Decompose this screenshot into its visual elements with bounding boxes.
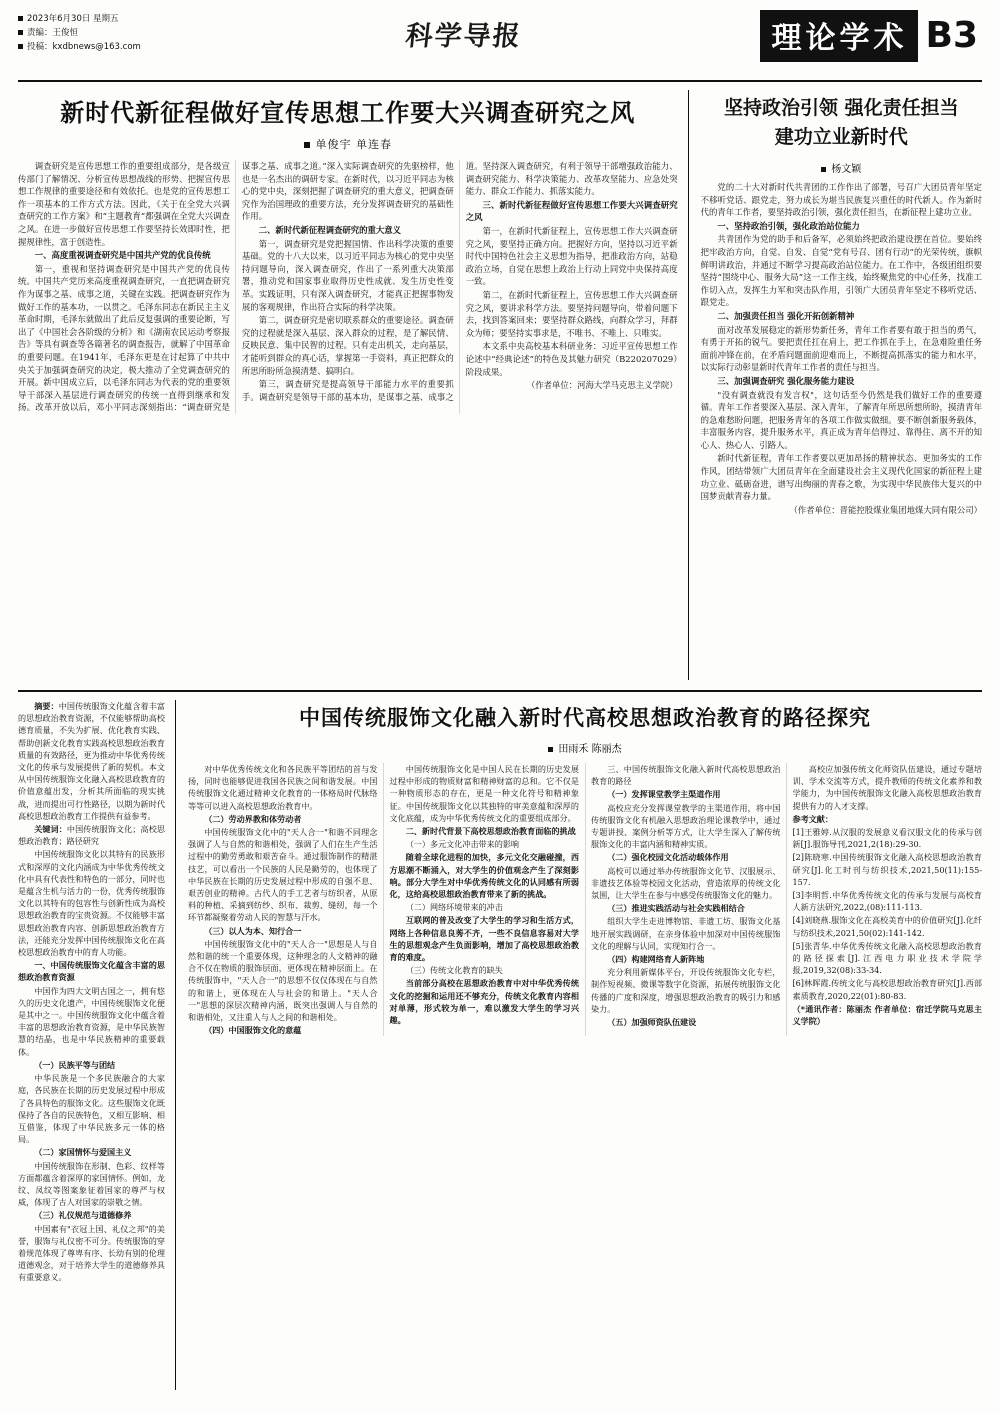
- section-divider: [18, 690, 982, 692]
- article-right: [689, 90, 982, 680]
- section-heading: 三、新时代新征程做好宣传思想工作要大兴调查研究之风: [465, 199, 678, 223]
- section-heading: 二、新时代背景下高校思想政治教育面临的挑战: [405, 826, 576, 837]
- masthead-section-area: [760, 10, 983, 62]
- section-heading: （三）以人为本、知行合一: [204, 925, 302, 936]
- reference-item: [1]王雅婷.从汉服的发展意义看汉服文化的传承与创新[J].服饰导刊,2021,2(18):29-30.: [792, 827, 982, 850]
- section-heading: 互联网的普及改变了大学生的学习和生活方式，网络上各种信息良莠不齐，一些不良信息容易对大学生的思想观念产生负面影响，增加了高校思想政治教育的难度。: [389, 915, 579, 963]
- title-line-1: 坚持政治引领 强化责任担当: [723, 97, 959, 119]
- title-line-2: 建功立业新时代: [774, 126, 908, 148]
- top-region: [18, 90, 982, 680]
- article-bottom-body: [188, 763, 982, 1036]
- paragraph: 第三，调查研究是提高领导干部能力水平的重要抓手。调查研究是领导干部的基本功，是谋事之基、成事之道。坚持深入调查研究，有利于领导干部增强政治能力、调查研究能力、科学决策能力、改革攻坚能力、应急处突能力、群众工作能力、抓落实能力。: [241, 161, 678, 402]
- masthead-meta: [18, 10, 168, 54]
- paragraph: 三、中国传统服饰文化融入新时代高校思想政治教育的路径: [591, 764, 781, 787]
- article-bottom-title: 中国传统服饰文化融入新时代高校思想政治教育的路径探究: [299, 705, 871, 730]
- bottom-region: [18, 700, 982, 1390]
- article-main: [18, 90, 689, 680]
- paragraph: （二）网络环境带来的冲击: [405, 902, 503, 913]
- abstract-column: [18, 700, 176, 1390]
- author-names: 田雨禾 陈丽杰: [558, 744, 622, 755]
- reference-item: [2]陈晓寒.中国传统服饰文化融入高校思想政治教育研究[J].化工时刊与纺织技术,2021,50(11):155-157.: [792, 852, 982, 887]
- paragraph: 新时代新征程，青年工作者要以更加昂扬的精神状态、更加务实的工作作风，团结带领广大团员青年在全面建设社会主义现代化国家的新征程上建功立业、砥砺奋进，谱写出绚丽的青春之歌，为实现中华民族伟大复兴的中国梦贡献青春力量。: [700, 453, 982, 502]
- keywords-label: 关键词：: [34, 824, 67, 835]
- section-heading: 一、坚持政治引领，强化政治站位能力: [717, 220, 860, 231]
- section-heading: 随着全球化进程的加快，多元文化交融碰撞，西方思潮不断涌入，对大学生的价值观念产生了深刻影响。部分大学生对中华优秀传统文化的认同感有所弱化，这给高校思想政治教育带来了新的挑战。: [389, 852, 579, 900]
- page-title: 新时代新征程做好宣传思想工作要大兴调查研究之风: [60, 98, 636, 127]
- section-badge: 理论学术: [760, 10, 918, 62]
- section-heading: （一）发挥课堂教学主渠道作用: [607, 789, 721, 800]
- reference-item: [3]李明哲.中华优秀传统文化的传承与发展与高校育人新方法研究,2022,(08):111-113.: [792, 890, 982, 913]
- funding-note: 本文系中央高校基本科研业务：习近平宣传思想工作论述中“经典论述”的特色及其魅力研究（B220207029）阶段成果。: [465, 341, 678, 377]
- section-heading: （四）构建网络育人新阵地: [607, 954, 705, 965]
- paragraph: 党的二十大对新时代共青团的工作作出了部署，号召广大团员青年坚定不移听党话、跟党走，努力成长为堪当民族复兴重任的时代新人。作为新时代的青年工作者，要坚持政治引领，强化责任担当，在新征程上建功立业。: [700, 182, 982, 218]
- paragraph: 高校应充分发挥课堂教学的主渠道作用，将中国传统服饰文化有机融入思想政治理论课教学中，通过专题讲授、案例分析等方式，让大学生深入了解传统服饰文化的丰富内涵和精神实质。: [591, 802, 781, 850]
- section-heading: 一、中国传统服饰文化蕴含丰富的思想政治教育资源: [18, 960, 165, 983]
- paragraph: 高校应加强传统文化师资队伍建设，通过专题培训、学术交流等方式，提升教师的传统文化素养和教学能力，为中国传统服饰文化融入高校思想政治教育提供有力的人才支撑。: [792, 764, 982, 811]
- reference-item: [4]刘晓燕.服饰文化在高校美育中的价值研究[J].化纤与纺织技术,2021,50(02):141-142.: [792, 915, 982, 938]
- byline-main: [18, 136, 678, 152]
- references-block: [793, 813, 983, 1027]
- paragraph: 第一，重视和坚持调查研究是中国共产党的优良传统。中国共产党历来高度重视调查研究，一直把调查研究作为谋事之基、成事之道，关键在实践。把调查研究作为做好工作的基本功，一以贯之。毛泽东同志在新民主主义革命时期，毛泽东就做出了此后反复强调的重要论断，写出了《中国社会各阶级的分析》和《湖南农民运动考察报告》等具有调查等各篇著名的调查报告，就解了中国革命的重要问题。在1941年，毛泽东更是在讨起算了中共中央关于加强调查研究的决定，极大推动了全党调查研究的开展。新中国成立后，以毛泽东同志为代表的党的重要领导干部深入基层进行调查研究的传统一直得到继承和发扬。改革开放以后，邓小平同志深刻指出：“调查研究是谋事之基、成事之道。”深入实际调查研究的先驱榜样，他也是一名杰出的调研专家。在新时代，以习近平同志为核心的党中央，深刻把握了调查研究的重大意义，把调查研究作为治国理政的重要方法，充分发挥调查研究的基础性作用。: [18, 161, 454, 413]
- section-heading: （一）民族平等与团结: [34, 1059, 116, 1070]
- bullet-icon: [18, 30, 23, 35]
- article-source: （作者单位：河海大学马克思主义学院）: [526, 380, 678, 391]
- paragraph: 中国传统服饰文化中的"天人合一"和谐不同理念强调了人与自然的和谐相处，强调了人们在生产生活过程中的勤劳勇敢和艰苦奋斗。通过服饰制作的精湛技艺，可以看出一个民族的人民是勤劳的，也体现了中华民族在长期的历史发展过程中形成的自强不息、艰苦创业的精神。古代人的手工艺者与纺织者，从原料的种植、采摘到纺纱、织布、裁剪、缝纫，每一个环节都凝聚着劳动人民的智慧与汗水。: [188, 827, 378, 923]
- bullet-icon: [18, 16, 23, 21]
- paragraph: "没有调查就没有发言权"，这句话至今仍然是我们做好工作的重要遵循。青年工作者要深入基层、深入青年，了解青年所思所想所盼，摸清青年的急难愁盼问题，把服务青年的各项工作做实做细。要不断创新服务载体，丰富服务内容，提升服务水平，真正成为青年信得过、靠得住、离不开的知心人、热心人、引路人。: [700, 389, 982, 450]
- square-icon: [821, 167, 826, 172]
- section-heading: （四）中国服饰文化的意蕴: [204, 1025, 302, 1036]
- paragraph: 对中华优秀传统文化和各民族平等团结的首与发扬，同时也能够促进我国各民族之间和谐发展。中国传统服饰文化通过精神文化教育的一体格局时代脉络等等可以进入高校思想政治教育中。: [188, 764, 378, 811]
- section-heading: （三）推进实践活动与社会实践相结合: [607, 903, 745, 914]
- editor-line: 责编：王俊恒: [27, 28, 79, 38]
- abstract-body: [18, 700, 165, 1284]
- author-names: 单俊宇 单连春: [315, 138, 393, 151]
- paragraph: 共青团作为党的助手和后备军，必须始终把政治建设摆在首位。要始终把牢政治方向，自觉、自发、自觉“党有号召、团有行动”的光荣传统，旗帜鲜明讲政治，并通过不断学习提高政治站位能力。在工作中，各级团组织要坚持“围绕中心、服务大局”这一工作主线，始终聚焦党的中心任务，找准工作切入点，发挥生力军和突击队作用，引领广大团员青年坚定不移听党话、跟党走。: [700, 234, 982, 308]
- byline-right: [701, 160, 982, 175]
- section-heading: （三）礼仪规范与道德修养: [34, 1210, 132, 1221]
- page-number: B3: [925, 15, 978, 56]
- abstract-text: 中国传统服饰文化蕴含着丰富的思想政治教育资源，不仅能够帮助高校德育质量，不失为扩展、优化教育实践、帮助创新文化教育实践高校思想政治教育质量的有效路径，更为推动中华优秀传统文化的传承与发展提供了新的契机。本文从中国传统服饰文化融入高校思政教育的价值意蕴出发，分析其所面临的现实挑战，进而提出可行性路径，以期为新时代高校思想政治教育工作提供有益参考。: [18, 701, 165, 821]
- abstract-label: 摘要：: [34, 701, 59, 711]
- square-icon: [548, 747, 553, 752]
- section-heading: （二）强化校园文化活动载体作用: [607, 852, 729, 863]
- bullet-icon: [18, 44, 23, 49]
- square-icon: [304, 142, 310, 148]
- masthead-title-area: [168, 10, 760, 53]
- article-right-body: [701, 181, 982, 517]
- paragraph: 中国素有"衣冠上国、礼仪之邦"的美誉，服饰与礼仪密不可分。传统服饰的穿着规范体现了尊卑有序、长幼有别的伦理道德观念，对于培养大学生的道德修养具有重要意义。: [18, 1223, 165, 1283]
- publication-date: 2023年6月30日 星期五: [27, 14, 119, 24]
- article-source: （作者单位：晋能控股煤业集团地煤大同有限公司）: [789, 504, 982, 515]
- paragraph: 充分利用新媒体平台，开设传统服饰文化专栏，制作短视频、微课等数字化资源，拓展传统服饰文化传播的广度和深度，增强思想政治教育的吸引力和感染力。: [591, 967, 781, 1014]
- article-bottom: [176, 700, 982, 1390]
- section-heading: 当前部分高校在思想政治教育中对中华优秀传统文化的挖掘和运用还不够充分，传统文化教育内容相对单薄，形式较为单一，难以激发大学生的学习兴趣。: [389, 978, 579, 1026]
- section-heading: 三、加强调查研究 强化服务能力建设: [717, 375, 855, 386]
- paragraph: 组织大学生走进博物馆、非遗工坊、服饰文化基地开展实践调研，在亲身体验中加深对中国传统服饰文化的理解与认同，实现知行合一。: [591, 916, 781, 951]
- paragraph: 第二，调查研究是密切联系群众的重要途径。调查研究的过程就是深入基层、深入群众的过程，是了解民情、反映民意、集中民智的过程。只有走出机关，走向基层，才能听到群众的真心话，掌握第一手资料，真正把群众的所思所盼所急摸清楚、搞明白。: [241, 315, 454, 376]
- section-heading: 二、加强责任担当 强化开拓创新精神: [717, 310, 855, 321]
- author-name: 杨文颖: [831, 164, 862, 175]
- paragraph: 中国传统服饰文化是中国人民在长期的历史发展过程中形成的物质财富和精神财富的总和。它不仅是一种物质形态的存在，更是一种文化符号和精神象征。中国传统服饰文化以其独特的审美意蕴和深厚的文化底蕴，成为中华优秀传统文化的重要组成部分。: [389, 764, 579, 823]
- paragraph: 面对改革发展稳定的新形势新任务，青年工作者要有敢于担当的勇气，有勇于开拓的锐气。要把责任扛在肩上，把工作抓在手上，在急难险重任务面前冲锋在前，在矛盾问题面前迎难而上，不断提高抓落实的能力和水平，以实际行动彰显新时代青年工作者的责任与担当。: [700, 324, 982, 373]
- masthead: [18, 10, 982, 82]
- reference-item: [5]张青华.中华优秀传统文化融入高校思想政治教育的路径探索[J].江西电力职业技术学院学报,2019,32(08):33-34.: [792, 940, 982, 976]
- paragraph: 调查研究是宣传思想工作的重要组成部分，是各级宣传部门了解情况、分析宣传思想战线的形势、把握宣传思想工作规律的重要途径和有效依托。也是党的宣传思想工作一项基本的工作方式方法。因此，《关于在全党大兴调查研究的工作方案》和“主题教育”都强调在全党大兴调查之风。在进一步做好宣传思想工作要坚持长效即时性，把握规律性，富于创造性。: [18, 161, 230, 247]
- section-heading: （二）家国情怀与爱国主义: [34, 1147, 132, 1158]
- article-right-title: [701, 94, 982, 152]
- section-heading: （五）加强师资队伍建设: [607, 1017, 697, 1028]
- keywords-paragraph: [18, 823, 165, 847]
- section-heading: 二、新时代新征程调查研究的重大意义: [258, 224, 402, 235]
- article-main-body: [18, 160, 678, 414]
- paragraph: （三）传统文化教育的缺失: [405, 965, 503, 976]
- references-label: 参考文献：: [792, 813, 833, 824]
- paragraph: 中国作为四大文明古国之一，拥有悠久的历史文化遗产，中国传统服饰文化便是其中之一。中国传统服饰文化中蕴含着丰富的思想政治教育资源，是中华民族智慧的结晶，也是中华民族精神的重要载体。: [18, 985, 165, 1057]
- abstract-paragraph: [18, 700, 165, 822]
- paragraph: 第一，在新时代新征程上，宣传思想工作大兴调查研究之风，要坚持正确方向。把握好方向，坚持以习近平新时代中国特色社会主义思想为指导，把准政治方向，站稳政治立场，自觉在思想上政治上行动上同党中央保持高度一致。: [465, 225, 678, 287]
- paragraph: 中国传统服饰文化以其特有的民族形式和深厚的文化内涵成为中华优秀传统文化中具有代表性和特色的一部分，同时也是蕴含生机与活力的一份，优秀传统服饰文化以其特有的包容性与创新性成为高校思想政治教育的宝贵资源。不仅能够丰富思想政治教育内容、创新思想政治教育方法，还能充分发挥中国传统服饰文化在高校思想政治教育中的育人功能。: [18, 849, 165, 958]
- paragraph: 第二，在新时代新征程上，宣传思想工作大兴调查研究之风，要讲求科学方法。要坚持问题导向，带着问题下去，找到答案回来；要坚持群众路线，向群众学习，拜群众为师；要坚持实事求是，不唯书、不唯上、只唯实。: [465, 289, 678, 338]
- paragraph: （一）多元文化冲击带来的影响: [405, 839, 520, 850]
- paragraph: 中华民族是一个多民族融合的大家庭，各民族在长期的历史发展过程中形成了各具特色的服饰文化。这些服饰文化既保持了各自的民族特色，又相互影响、相互借鉴，体现了中华民族多元一体的格局。: [18, 1073, 165, 1145]
- paragraph: 中国传统服饰文化中的"天人合一"思想是人与自然和谐的统一个重要体现，这种理念的人文精神的融合不仅在物质的服饰层面，更体现在精神层面上。在传统服饰中，"天人合一"的思想不仅仅体现在与自然的和谐上，更体现在人与社会的和谐上。"天人合一"思想的深层次精神内涵，既突出强调人与自然的和谐相处，又注重人与人之间的和谐相处。: [188, 938, 378, 1023]
- reference-item: [6]林晖霞.传统文化与高校思想政治教育研究[J].西部素质教育,2020,22(01):80-83.: [792, 978, 982, 1001]
- paragraph: 高校可以通过举办传统服饰文化节、汉服展示、非遗技艺体验等校园文化活动，营造浓厚的传统文化氛围，让大学生在参与中感受传统服饰文化的魅力。: [591, 865, 781, 901]
- paragraph: 第一，调查研究是党把握国情、作出科学决策的重要基础。党的十八大以来，以习近平同志为核心的党中央坚持问题导向，深入调查研究，作出了一系列重大决策部署，推动党和国家事业取得历史性成就、发生历史性变革。实践证明，只有深入调查研究，才能真正把握事物发展的客观规律，作出符合实际的科学决策。: [241, 238, 454, 312]
- section-heading: （二）劳动界教和体劳动者: [204, 813, 302, 824]
- paper-name: 科学导报: [403, 21, 524, 52]
- corresponding-author: （*通讯作者：陈丽杰 作者单位：宿迁学院马克思主义学院）: [792, 1003, 982, 1027]
- section-heading: 一、高度重视调查研究是中国共产党的优良传统: [34, 250, 211, 261]
- paragraph: 中国传统服饰在形制、色彩、纹样等方面都蕴含着深厚的家国情怀。例如，龙纹、凤纹等图案象征着国家的尊严与权威，体现了古人对国家的崇敬之情。: [18, 1160, 165, 1208]
- keywords-text: 中国传统服饰文化；高校思想政治教育；路径研究: [18, 824, 165, 847]
- submission-email: 投稿：kxdbnews@163.com: [27, 42, 141, 52]
- byline-bottom: [188, 740, 982, 755]
